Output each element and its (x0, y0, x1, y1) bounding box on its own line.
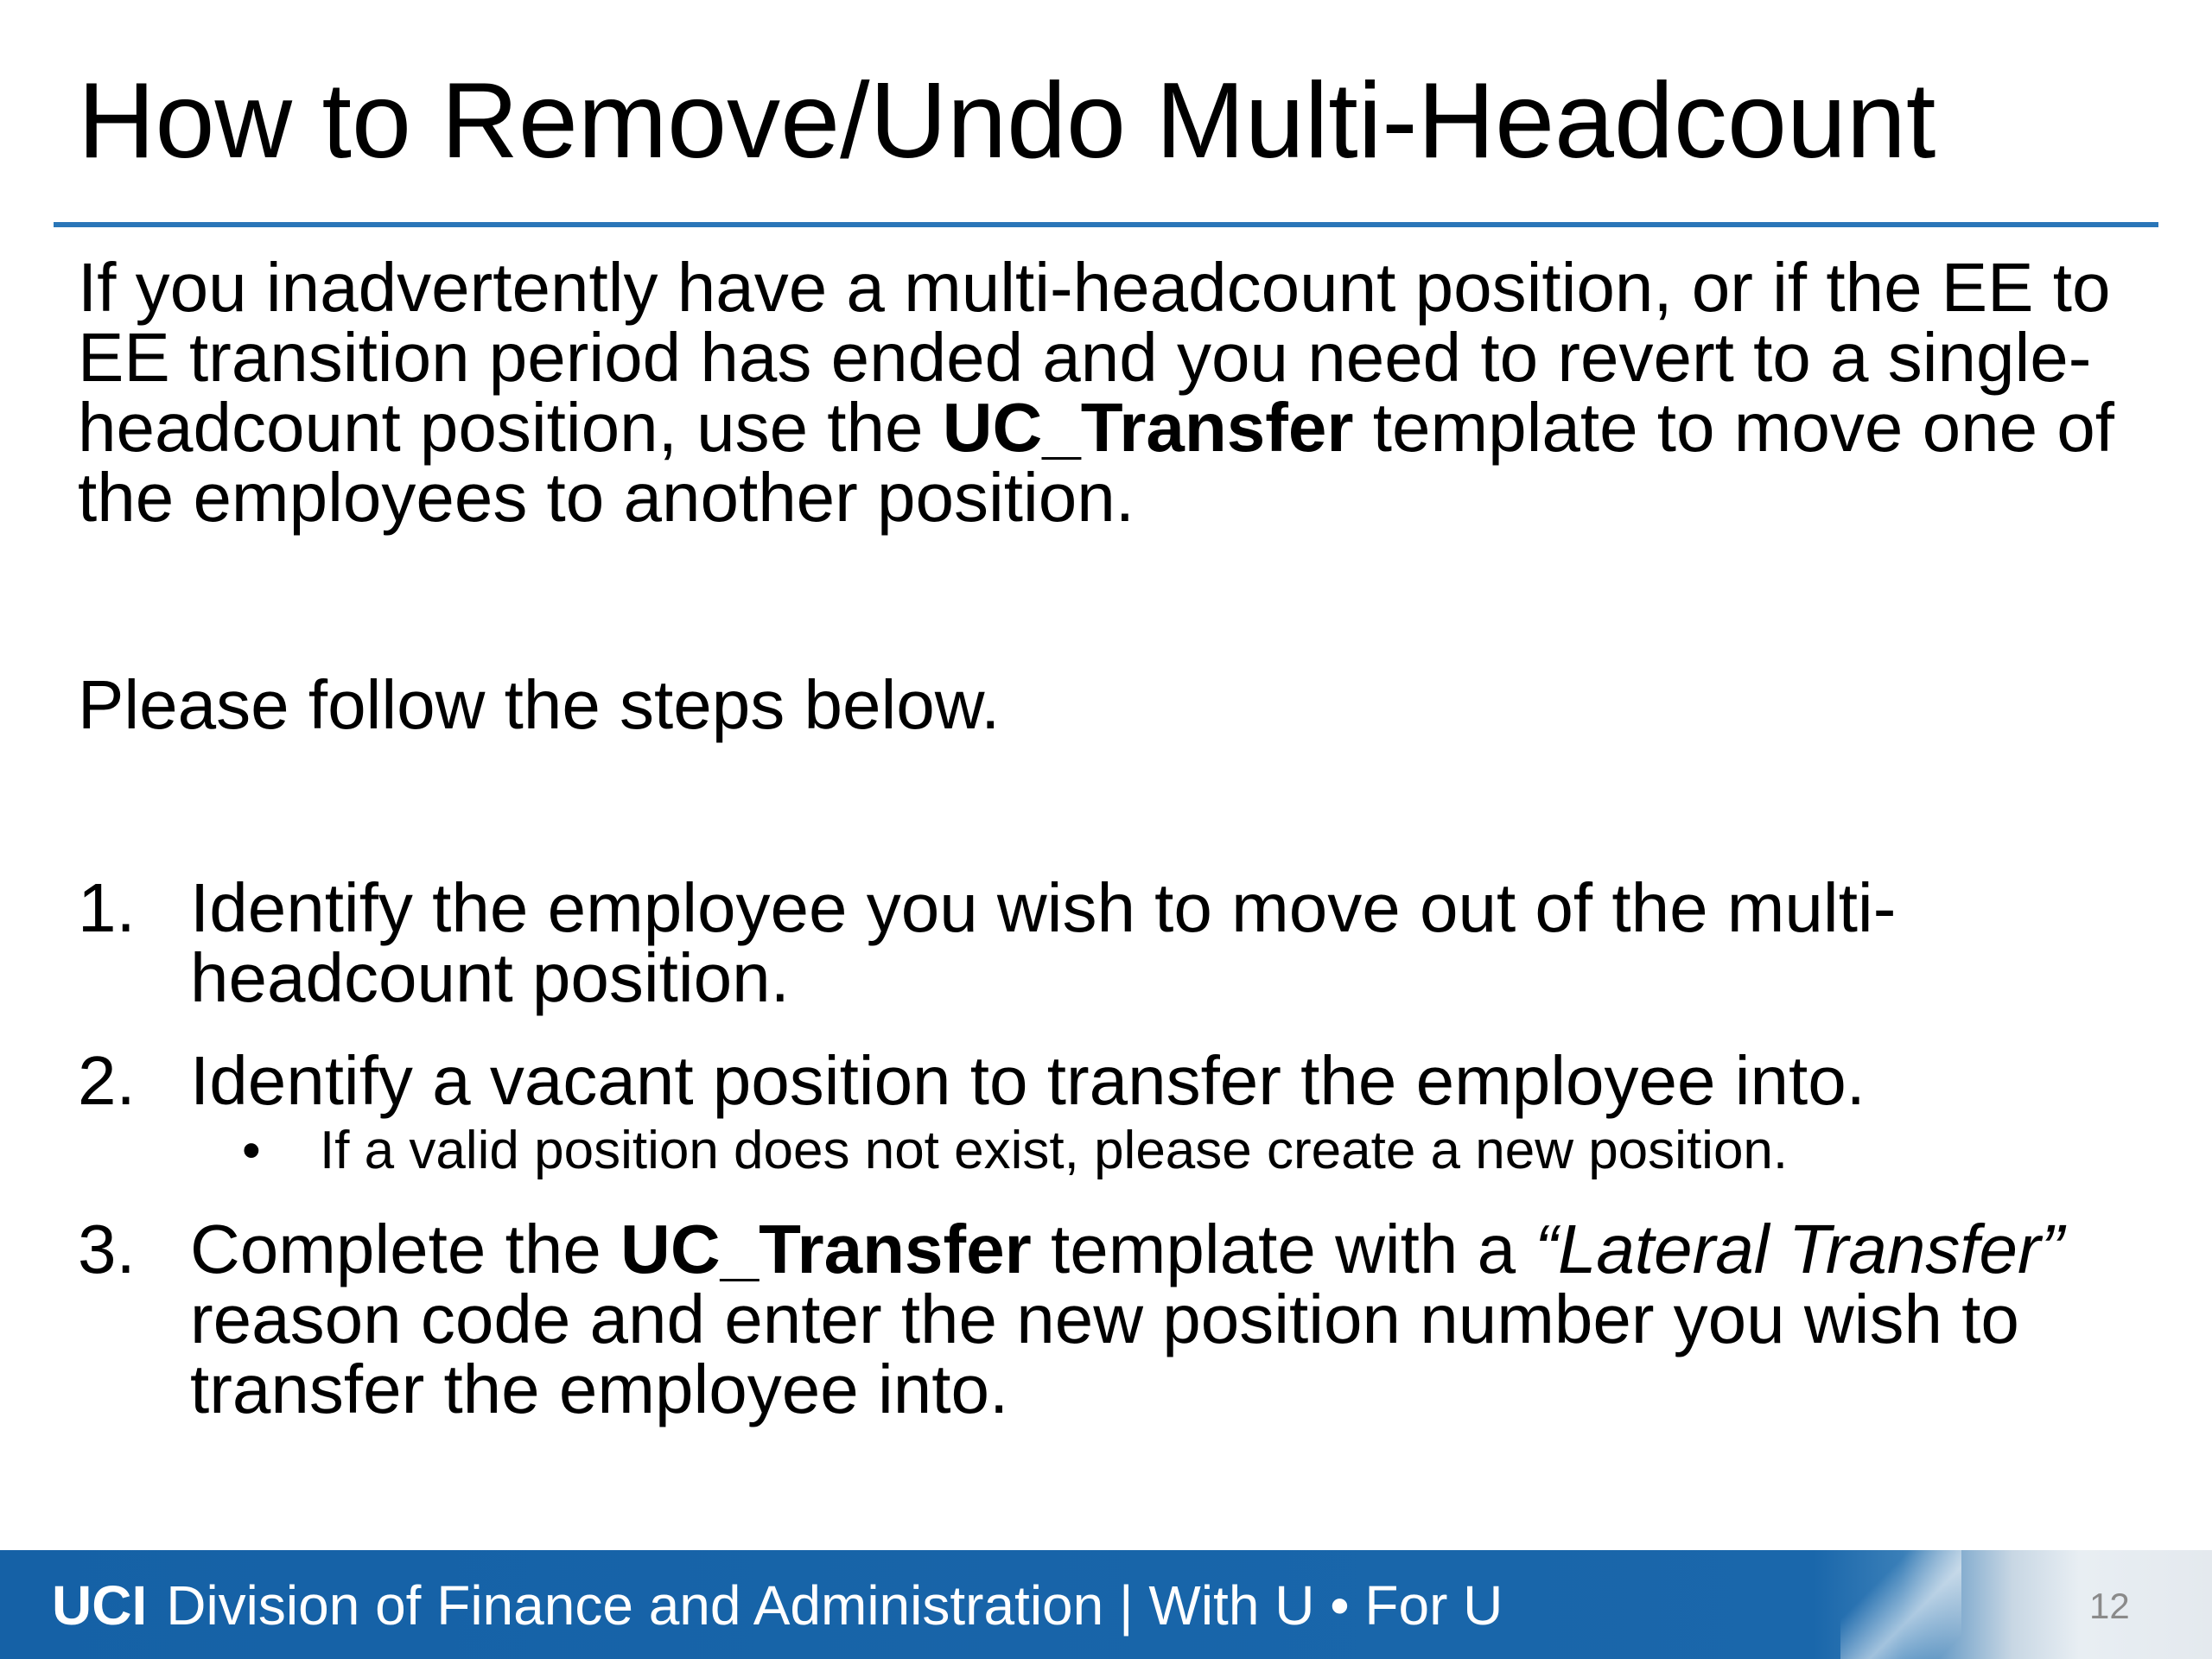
step-text: Identify a vacant position to transfer the employee into. (190, 1042, 1866, 1119)
footer-bar (0, 1550, 2212, 1659)
footer-decoration (1840, 1550, 1961, 1659)
uci-logo: UCI (52, 1574, 148, 1637)
sub-bullet-item (78, 1121, 2169, 1181)
sub-bullet-text: If a valid position does not exist, please create a new position. (320, 1121, 1789, 1180)
step-number: 1. (78, 869, 136, 946)
step-2-sub-list (190, 1121, 2169, 1181)
follow-steps-text: Please follow the steps below. (78, 666, 1001, 743)
footer-tagline: Division of Finance and Administration | With U • For U (166, 1574, 1503, 1637)
step-2 (78, 1042, 2169, 1181)
intro-text-after: template to move one of the employees to another position. (78, 389, 2115, 536)
intro-text-before: If you inadvertently have a multi-headcount position, or if the EE to EE transition period has ended and you need to revert to a single-headcount position, use the (78, 249, 2111, 466)
step-text-middle: template with a (1031, 1211, 1535, 1287)
intro-paragraph (78, 249, 2169, 536)
step-3 (78, 1211, 2169, 1427)
step-number: 3. (78, 1211, 136, 1287)
step-text-after: reason code and enter the new position number you wish to transfer the employee into. (190, 1281, 2019, 1427)
page-number: 12 (2089, 1586, 2130, 1626)
footer-branding (52, 1571, 1503, 1640)
step-text-before: Complete the (190, 1211, 621, 1287)
step-1 (78, 869, 2169, 1016)
reason-code: “Lateral Transfer” (1535, 1211, 2064, 1287)
step-text: Identify the employee you wish to move out of the multi-headcount position. (190, 869, 1897, 1016)
slide-title: How to Remove/Undo Multi-Headcount (78, 61, 1936, 181)
step-template-name: UC_Transfer (620, 1211, 1032, 1287)
title-divider (54, 222, 2158, 227)
step-number: 2. (78, 1042, 136, 1119)
steps-list (78, 869, 2169, 1457)
bullet-icon: • (242, 1121, 261, 1180)
intro-template-name: UC_Transfer (942, 389, 1354, 466)
